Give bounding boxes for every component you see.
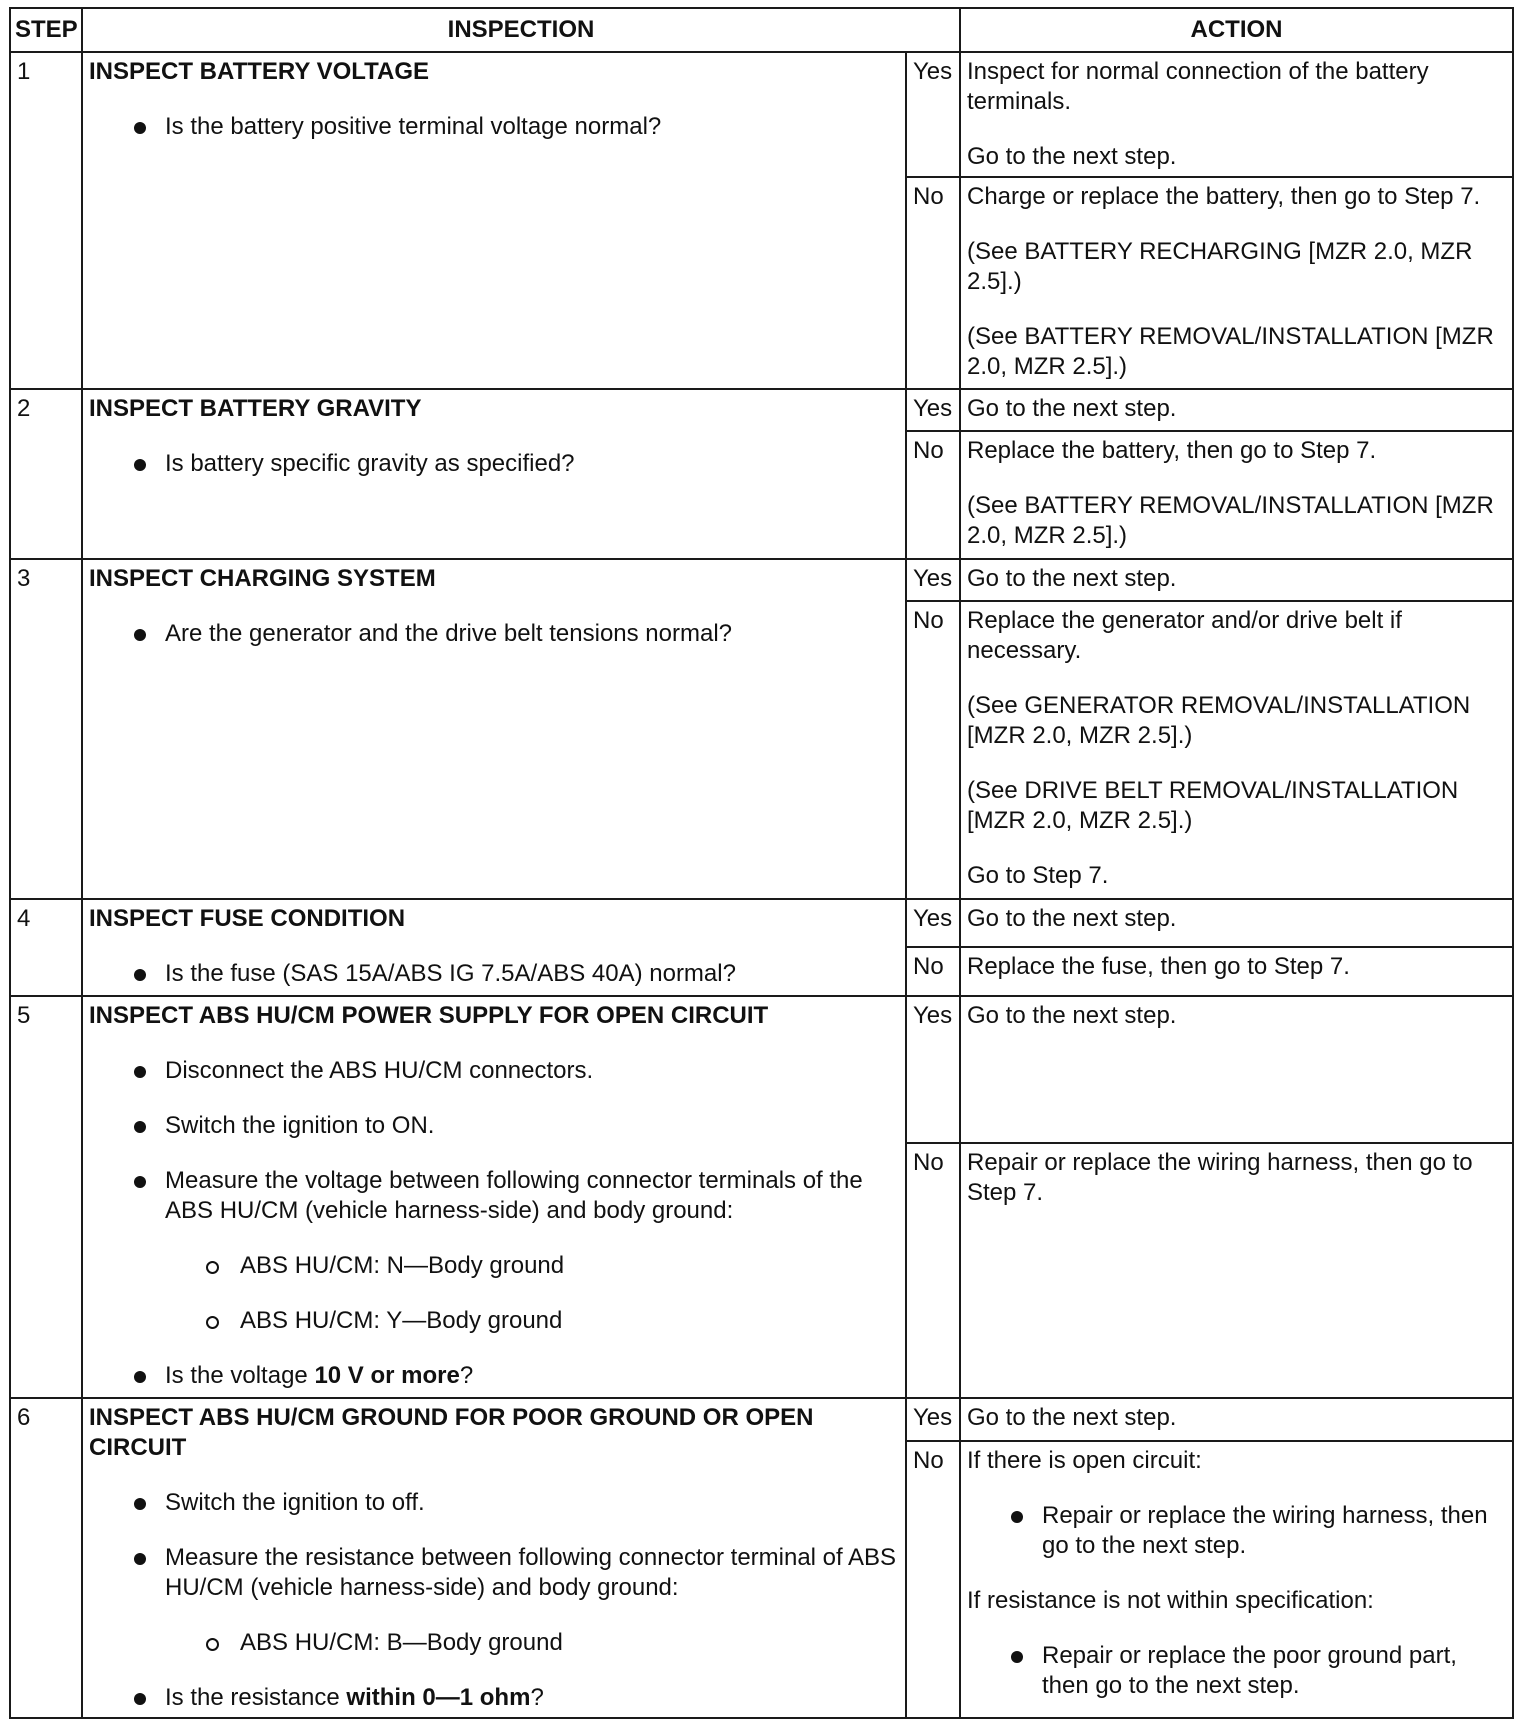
step-6-no-res-bullet: Repair or replace the poor ground part, then go to the next step. xyxy=(967,1641,1506,1701)
step-2-no-text-2: (See BATTERY REMOVAL/INSTALLATION [MZR 2.0, MZR 2.5].) xyxy=(967,492,1494,549)
header-inspection: INSPECTION xyxy=(82,8,960,52)
step-1-no-text-3: (See BATTERY REMOVAL/INSTALLATION [MZR 2.0, MZR 2.5].) xyxy=(967,323,1494,380)
step-3-no-text-4: Go to Step 7. xyxy=(967,862,1109,889)
inspection-table xyxy=(9,7,1514,1719)
step-1-yes-action xyxy=(960,52,1513,177)
step-3-yes-label: Yes xyxy=(906,559,960,601)
step-4-number: 4 xyxy=(10,899,82,996)
step-5-inspection xyxy=(82,996,906,1398)
step-1-yes-text-2: Go to the next step. xyxy=(967,143,1177,170)
step-1-no-text-1: Charge or replace the battery, then go to Step 7. xyxy=(967,183,1481,210)
step-3-bullet-1: Are the generator and the drive belt tensions normal? xyxy=(89,619,899,649)
step-4-no-text-1: Replace the fuse, then go to Step 7. xyxy=(967,953,1350,980)
step-1-yes-text-1: Inspect for normal connection of the battery terminals. xyxy=(967,58,1429,115)
step-6-title: INSPECT ABS HU/CM GROUND FOR POOR GROUND OR OPEN CIRCUIT xyxy=(89,1404,814,1461)
step-6-number: 6 xyxy=(10,1398,82,1718)
step-3-no-text-3: (See DRIVE BELT REMOVAL/INSTALLATION [MZR 2.0, MZR 2.5].) xyxy=(967,777,1459,834)
step-3-yes-action xyxy=(960,559,1513,601)
step-5-title: INSPECT ABS HU/CM POWER SUPPLY FOR OPEN CIRCUIT xyxy=(89,1002,769,1029)
step-4-yes-row xyxy=(10,899,1513,947)
step-6-yes-action xyxy=(960,1398,1513,1441)
step-5-question xyxy=(89,1361,899,1391)
step-4-no-label: No xyxy=(906,947,960,996)
step-4-title: INSPECT FUSE CONDITION xyxy=(89,905,406,932)
step-5-bullet-2: Switch the ignition to ON. xyxy=(89,1111,899,1141)
step-3-no-text-2: (See GENERATOR REMOVAL/INSTALLATION [MZR 2.0, MZR 2.5].) xyxy=(967,692,1471,749)
header-action: ACTION xyxy=(960,8,1513,52)
step-6-yes-label: Yes xyxy=(906,1398,960,1441)
step-3-no-label: No xyxy=(906,601,960,899)
step-5-yes-label: Yes xyxy=(906,996,960,1143)
step-2-no-action xyxy=(960,431,1513,559)
step-5-number: 5 xyxy=(10,996,82,1398)
step-2-inspection xyxy=(82,389,906,559)
step-2-yes-text-1: Go to the next step. xyxy=(967,395,1177,422)
step-2-title: INSPECT BATTERY GRAVITY xyxy=(89,395,422,422)
step-3-number: 3 xyxy=(10,559,82,899)
step-3-yes-row xyxy=(10,559,1513,601)
step-5-no-label: No xyxy=(906,1143,960,1398)
step-5-sub-2: ABS HU/CM: Y—Body ground xyxy=(89,1306,899,1336)
step-2-number: 2 xyxy=(10,389,82,559)
step-5-yes-text-1: Go to the next step. xyxy=(967,1002,1177,1029)
step-1-inspection xyxy=(82,52,906,389)
step-3-no-text-1: Replace the generator and/or drive belt if necessary. xyxy=(967,607,1402,664)
step-5-sub-1: ABS HU/CM: N—Body ground xyxy=(89,1251,899,1281)
step-2-yes-label: Yes xyxy=(906,389,960,431)
step-6-question-post: ? xyxy=(530,1684,544,1711)
step-2-no-text-1: Replace the battery, then go to Step 7. xyxy=(967,437,1377,464)
step-6-no-open-text: If there is open circuit: xyxy=(967,1447,1202,1474)
step-4-inspection xyxy=(82,899,906,996)
step-5-bullet-3: Measure the voltage between following connector terminals of the ABS HU/CM (vehicle harness-side) and body ground: xyxy=(89,1166,899,1226)
step-5-yes-action xyxy=(960,996,1513,1143)
header-step: STEP xyxy=(10,8,82,52)
step-6-question-pre: Is the resistance xyxy=(165,1684,347,1711)
step-3-title: INSPECT CHARGING SYSTEM xyxy=(89,565,436,592)
step-1-yes-label: Yes xyxy=(906,52,960,177)
step-4-yes-text-1: Go to the next step. xyxy=(967,905,1177,932)
step-6-inspection xyxy=(82,1398,906,1718)
step-1-no-action xyxy=(960,177,1513,389)
header-row xyxy=(10,8,1513,52)
step-4-yes-label: Yes xyxy=(906,899,960,947)
step-2-yes-action xyxy=(960,389,1513,431)
step-6-no-res-text: If resistance is not within specification: xyxy=(967,1587,1374,1614)
step-4-no-action xyxy=(960,947,1513,996)
step-2-bullet-1: Is battery specific gravity as specified? xyxy=(89,449,899,479)
step-3-no-action xyxy=(960,601,1513,899)
step-4-bullet-1: Is the fuse (SAS 15A/ABS IG 7.5A/ABS 40A) normal? xyxy=(89,959,899,989)
step-2-yes-row xyxy=(10,389,1513,431)
step-5-question-post: ? xyxy=(459,1362,474,1389)
step-6-question-value: within 0—1 ohm xyxy=(346,1684,531,1711)
step-6-no-open-bullet: Repair or replace the wiring harness, then go to the next step. xyxy=(967,1501,1506,1561)
step-5-bullet-1: Disconnect the ABS HU/CM connectors. xyxy=(89,1056,899,1086)
step-6-sub-1: ABS HU/CM: B—Body ground xyxy=(89,1628,899,1658)
step-1-title: INSPECT BATTERY VOLTAGE xyxy=(89,58,430,85)
step-6-question xyxy=(89,1683,899,1713)
step-5-question-pre: Is the voltage xyxy=(165,1362,315,1389)
step-6-no-action xyxy=(960,1441,1513,1718)
step-6-no-label: No xyxy=(906,1441,960,1718)
step-5-yes-row xyxy=(10,996,1513,1143)
step-6-bullet-2: Measure the resistance between following connector terminal of ABS HU/CM (vehicle harness-side) and body ground: xyxy=(89,1543,899,1603)
step-5-no-text-1: Repair or replace the wiring harness, then go to Step 7. xyxy=(967,1149,1473,1206)
step-6-yes-text-1: Go to the next step. xyxy=(967,1404,1177,1431)
step-1-no-label: No xyxy=(906,177,960,389)
step-1-bullet-1: Is the battery positive terminal voltage normal? xyxy=(89,112,899,142)
step-2-no-label: No xyxy=(906,431,960,559)
step-4-yes-action xyxy=(960,899,1513,947)
step-1-no-text-2: (See BATTERY RECHARGING [MZR 2.0, MZR 2.5].) xyxy=(967,238,1473,295)
step-6-yes-row xyxy=(10,1398,1513,1441)
step-3-inspection xyxy=(82,559,906,899)
diagnostic-procedure-sheet xyxy=(9,7,1512,1719)
step-6-bullet-1: Switch the ignition to off. xyxy=(89,1488,899,1518)
step-3-yes-text-1: Go to the next step. xyxy=(967,565,1177,592)
step-5-no-action xyxy=(960,1143,1513,1398)
step-1-number: 1 xyxy=(10,52,82,389)
step-1-yes-row xyxy=(10,52,1513,177)
step-5-question-value: 10 V or more xyxy=(314,1362,460,1389)
